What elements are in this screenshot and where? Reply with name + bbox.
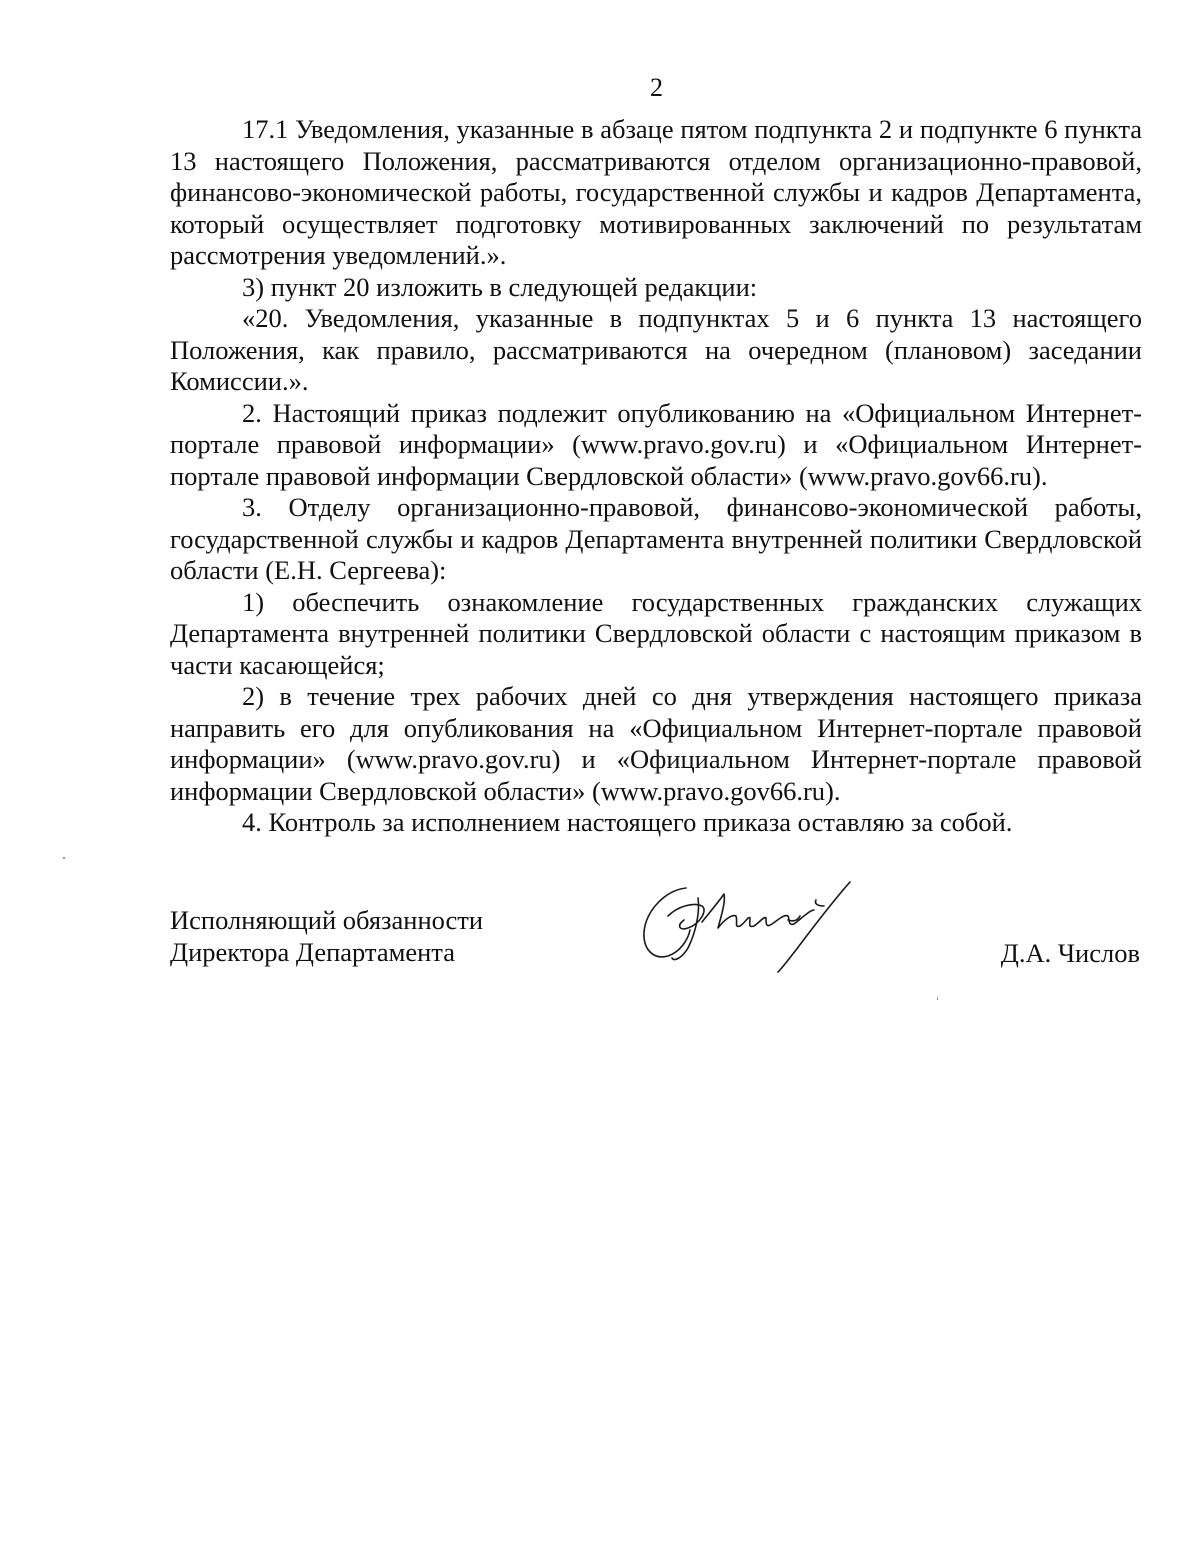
paragraph-3-1-familiarize: 1) обеспечить ознакомление государственных гражданских служащих Департамента внутренней политики Свердловской области с настоящим приказом в части касающейся; — [170, 586, 1142, 680]
signature-block — [170, 904, 1142, 1004]
document-body — [170, 114, 1142, 839]
page-number: 2 — [650, 73, 663, 102]
paragraph-17-1: 17.1 Уведомления, указанные в абзаце пятом подпункта 2 и подпункте 6 пункта 13 настоящего Положения, рассматриваются отделом организационно-правовой, финансово-экономической работы, государственной службы и кадров Департамента, который осуществляет подготовку мотивированных заключений по результатам рассмотрения уведомлений.». — [170, 114, 1142, 270]
paragraph-item-3: 3) пункт 20 изложить в следующей редакции: — [242, 271, 758, 302]
paragraph-4-control: 4. Контроль за исполнением настоящего приказа оставляю за собой. — [242, 807, 1013, 837]
signatory-title — [170, 904, 483, 968]
signatory-name: Д.А. Числов — [1000, 938, 1140, 968]
scan-speck — [63, 857, 65, 859]
paragraph-3-2-publish: 2) в течение трех рабочих дней со дня утверждения настоящего приказа направить его для опубликования на «Официальном Интернет-портале правовой информации» (www.pravo.gov.ru) и «Официальном Интернет-портале правовой информации Свердловской области» (www.pravo.gov66.ru). — [170, 681, 1142, 806]
paragraph-2-publication: 2. Настоящий приказ подлежит опубликованию на «Официальном Интернет-портале правовой информации» (www.pravo.gov.ru) и «Официальном Интернет-портале правовой информации Свердловской области» (www.pravo.gov66.ru). — [170, 397, 1142, 491]
signatory-title-line-1: Исполняющий обязанности — [170, 905, 484, 935]
handwritten-signature — [638, 876, 858, 976]
signatory-title-line-2: Директора Департамента — [170, 937, 455, 967]
paragraph-3-department: 3. Отделу организационно-правовой, финансово-экономической работы, государственной службы и кадров Департамента внутренней политики Свердловской области (Е.Н. Сергеева): — [170, 492, 1142, 585]
scan-speck — [937, 997, 938, 1000]
paragraph-20: «20. Уведомления, указанные в подпунктах 5 и 6 пункта 13 настоящего Положения, как правило, рассматриваются на очередном (плановом) заседании Комиссии.». — [170, 303, 1142, 396]
